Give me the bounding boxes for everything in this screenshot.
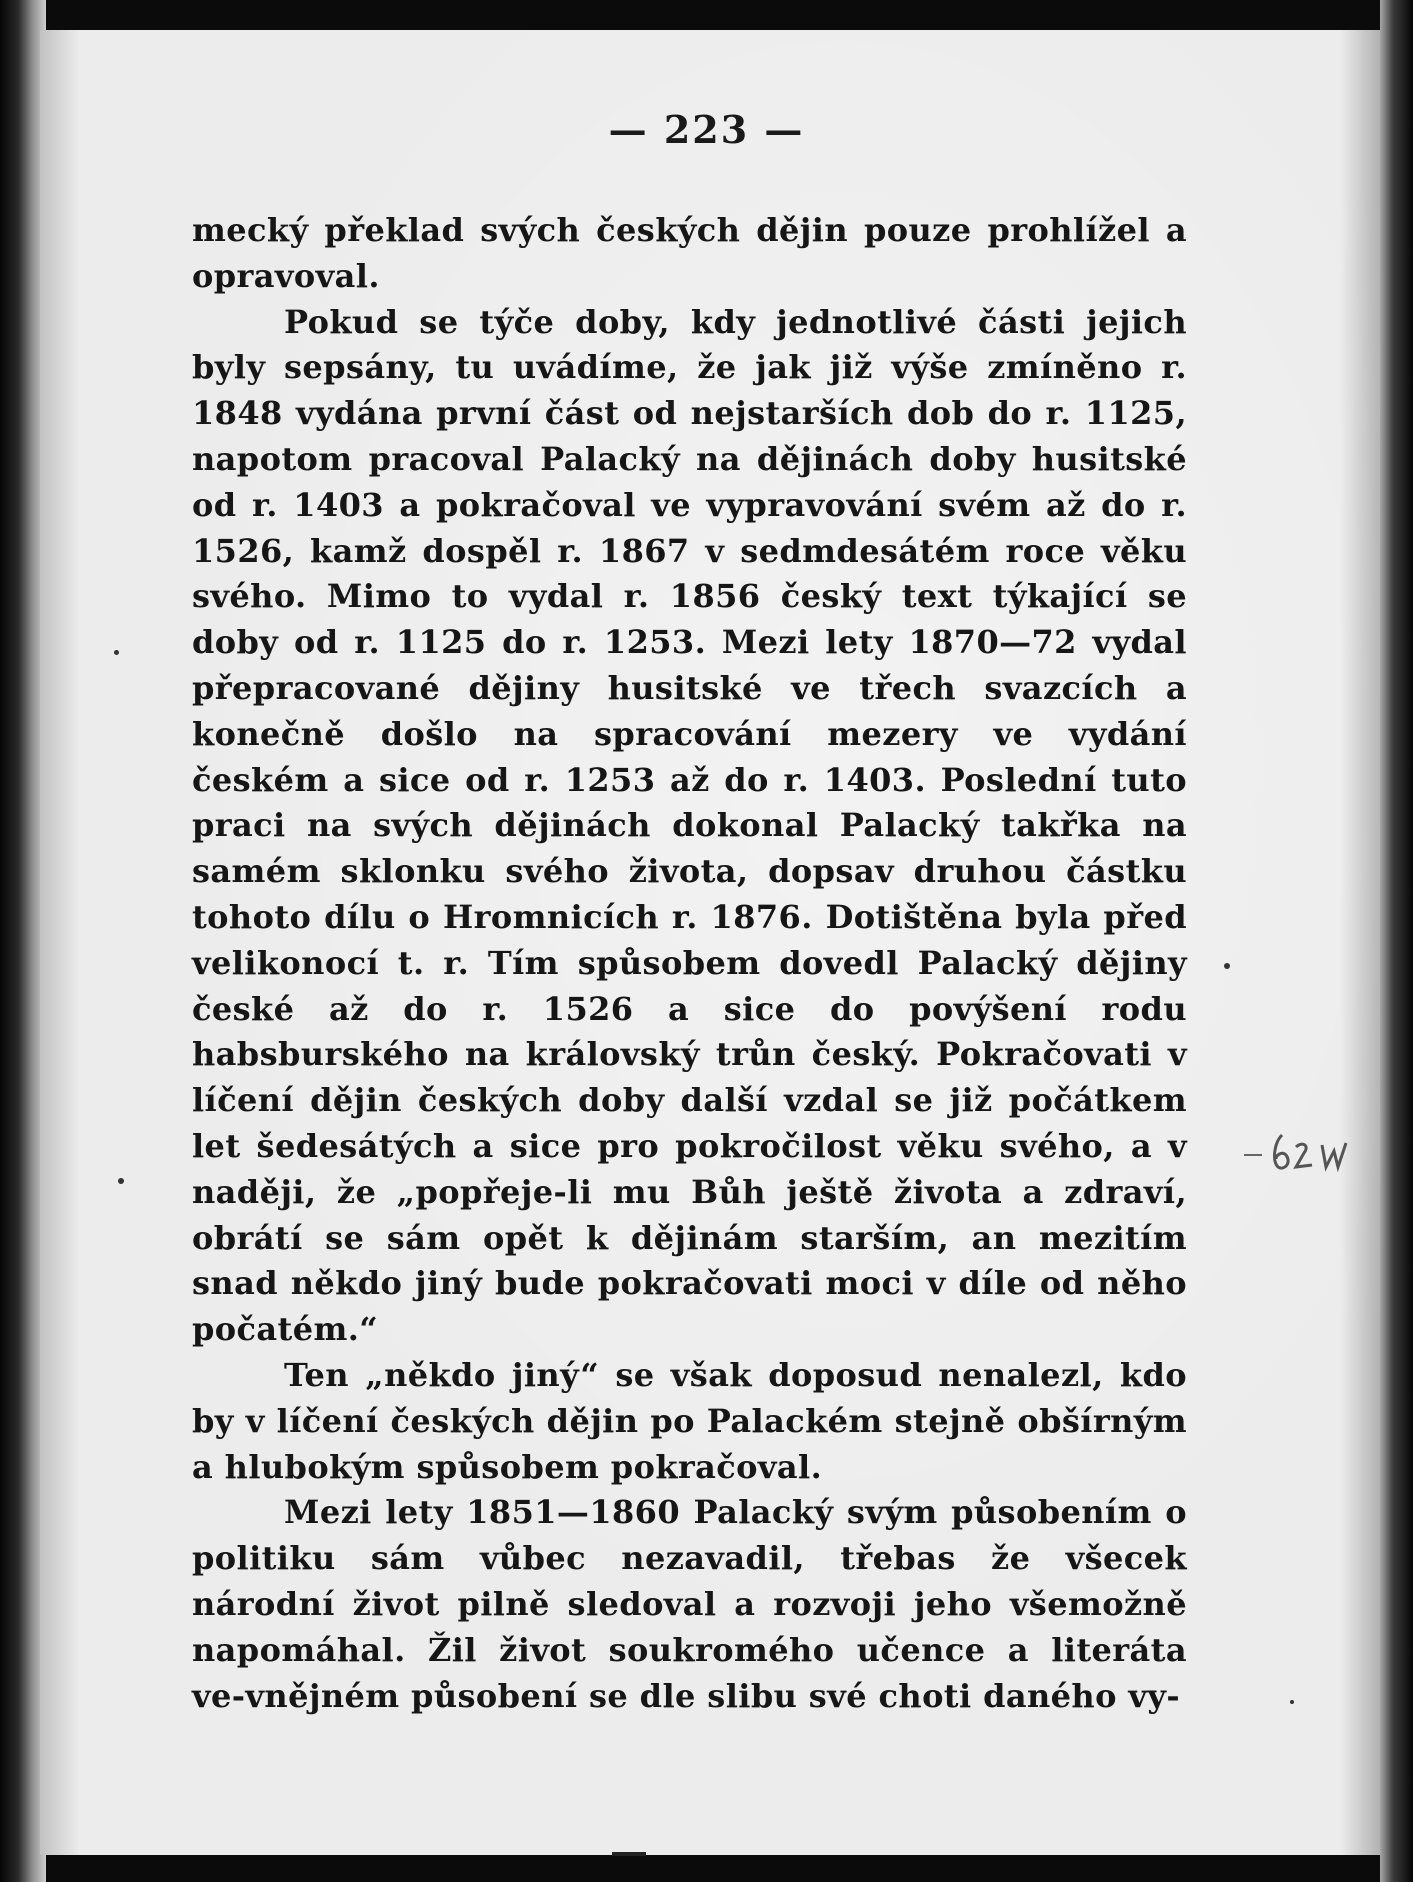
paragraph: Pokud se týče doby, kdy jednotlivé části jejich byly sepsány, tu uvádíme, že jak již výše zmíněno r. 1848 vydána první část od nejstarších dob do r. 1125, napotom pracoval Palacký na dějinách doby husitské od r. 1403 a pokračoval ve vypravování svém až do r. 1526, kamž dospěl r. 1867 v sedmdesátém roce věku svého. Mimo to vydal r. 1856 český text týkající se doby od r. 1125 do r. 1253. Mezi lety 1870—72 vydal přepracované dějiny husitské ve třech svazcích a konečně došlo na spracování mezery ve vydání českém a sice od r. 1253 až do r. 1403. Poslední tuto praci na svých dějinách dokonal Palacký takřka na samém sklonku svého života, dopsav druhou částku tohoto dílu o Hromnicích r. 1876. Dotištěna byla před velikonocí t. r. Tím spůsobem dovedl Palacký dějiny české až do r. 1526 a sice do povýšení rodu habsburského na královský trůn český. Pokračovati v líčení dějin českých doby další vzdal se již počátkem let šedesátých a sice pro pokročilost věku svého, a v naději, že „popřeje-li mu Bůh ještě života a zdraví, obrátí se sám opět k dějinám starším, an mezitím snad někdo jiný bude pokračovati moci v díle od něho počatém.“ xyxy=(192,302,1187,1349)
handwritten-margin-note xyxy=(1238,1115,1358,1185)
paper-speck xyxy=(118,1178,124,1184)
paragraph: Mezi lety 1851—1860 Palacký svým působením o politiku sám vůbec nezavadil, třebas že všecek národní život pilně sledoval a rozvoji jeho všemožně napomáhal. Žil život soukromého učence a literáta ve-vnějném působení se dle slibu své choti daného vy- xyxy=(192,1493,1187,1715)
page-bottom-mark xyxy=(612,1852,646,1856)
paper-speck xyxy=(114,650,119,655)
paper-speck xyxy=(1224,963,1230,969)
page-edge-shadow xyxy=(1380,0,1413,1882)
paper-speck xyxy=(1290,1700,1294,1704)
paragraph: Ten „někdo jiný“ se však doposud nenalezl, kdo by v líčení českých dějin po Palackém stejně obšírným a hlubokým spůsobem pokračoval. xyxy=(192,1355,1187,1486)
page-body xyxy=(192,208,1187,1719)
page-number: — 223 — xyxy=(608,107,805,152)
paragraph-continuation: mecký překlad svých českých dějin pouze prohlížel a opravoval. xyxy=(192,211,1187,295)
